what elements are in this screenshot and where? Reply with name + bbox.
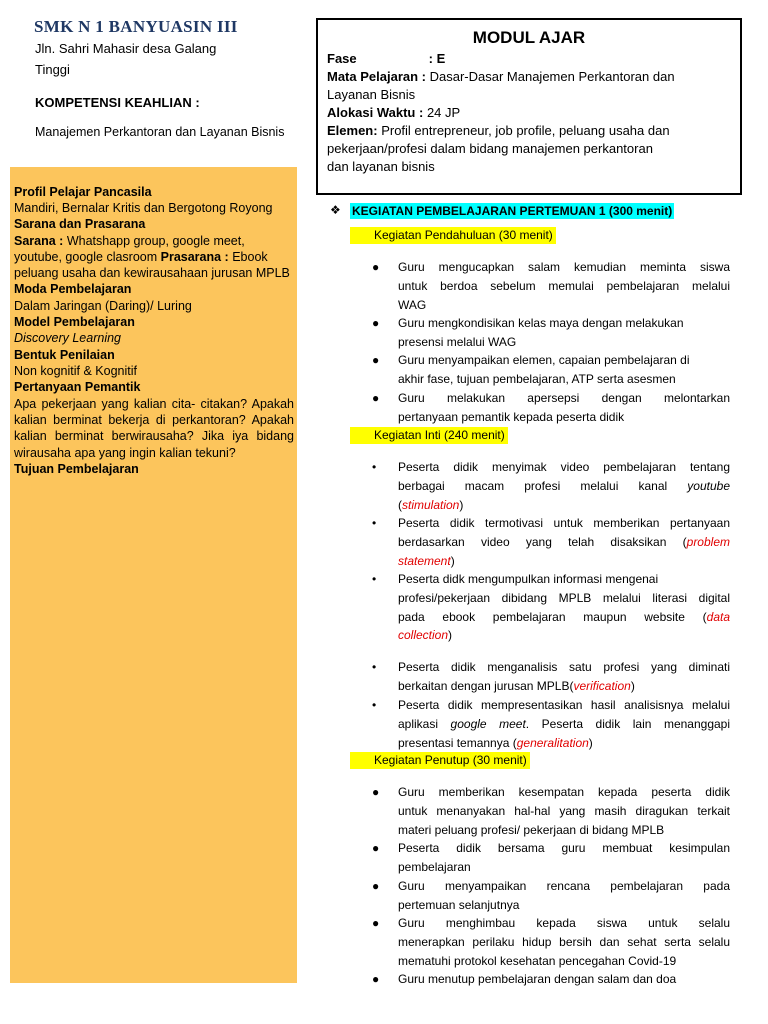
bullet-icon: ● xyxy=(372,260,380,274)
fase-row xyxy=(327,50,445,68)
list-item xyxy=(372,839,730,877)
list-line: Guru memberikan kesempatan kepada peserta didik xyxy=(398,785,730,799)
list-line: Peserta didik bersama guru membuat kesimpulan xyxy=(398,841,730,855)
list-line: pembelajaran xyxy=(398,859,471,874)
profil-heading: Profil Pelajar Pancasila xyxy=(14,185,152,199)
school-name: SMK N 1 BANYUASIN III xyxy=(34,17,238,36)
text-run: ) xyxy=(588,735,593,750)
text-run: youtube xyxy=(687,478,730,493)
list-line: mematuhi protokol kesehatan pencegahan Covid-19 xyxy=(398,953,677,968)
inti-heading: Kegiatan Inti (240 menit) xyxy=(350,427,508,444)
text-run: berkaitan dengan jurusan MPLB( xyxy=(398,678,574,693)
list-line xyxy=(398,626,730,645)
list-line: Guru menutup pembelajaran dengan salam dan doa xyxy=(398,972,677,986)
elemen-row-2: pekerjaan/profesi dalam bidang manajemen perkantoran xyxy=(327,141,653,156)
sintaks-label: stimulation xyxy=(402,497,460,512)
text-run: . Peserta didik lain menanggapi xyxy=(525,716,731,731)
address-line-1: Jln. Sahri Mahasir desa Galang xyxy=(35,41,217,56)
bullet-icon: ● xyxy=(372,316,380,330)
bullet-icon: • xyxy=(372,516,377,530)
list-line: menerapkan perilaku hidup bersih dan sehat serta selalu xyxy=(398,934,730,949)
list-line: Guru menyampaikan elemen, capaian pembelajaran di xyxy=(398,353,690,367)
alokasi-value: 24 JP xyxy=(423,105,461,120)
bullet-icon: ● xyxy=(372,841,380,855)
fase-value: : E xyxy=(428,51,446,66)
list-line: Peserta didik mempresentasikan hasil analisisnya melalui xyxy=(398,698,730,712)
sarana-label: Sarana : xyxy=(14,234,64,248)
profil-value: Mandiri, Bernalar Kritis dan Bergotong Royong xyxy=(14,201,273,215)
sintaks-label: collection xyxy=(398,628,449,643)
list-line: untuk berdoa sebelum memulai pembelajaran melalui xyxy=(398,278,730,293)
kompetensi-heading: KOMPETENSI KEAHLIAN : xyxy=(35,95,200,110)
pendahuluan-heading: Kegiatan Pendahuluan (30 menit) xyxy=(350,227,556,244)
text-run: pada ebook pembelajaran maupun website ( xyxy=(398,609,707,624)
list-item xyxy=(372,570,730,645)
list-line xyxy=(398,734,730,753)
list-line xyxy=(398,496,730,515)
sarana-value: Whatshapp group, google meet, xyxy=(63,234,245,248)
bullet-icon: • xyxy=(372,460,377,474)
mapel-value: Dasar-Dasar Manajemen Perkantoran dan xyxy=(426,69,675,84)
elemen-row-3: dan layanan bisnis xyxy=(327,159,435,174)
elemen-row xyxy=(327,122,670,140)
list-line xyxy=(398,715,730,734)
alokasi-label: Alokasi Waktu : xyxy=(327,105,424,120)
penutup-heading: Kegiatan Penutup (30 menit) xyxy=(350,752,530,769)
list-item xyxy=(372,914,730,970)
moda-value: Dalam Jaringan (Daring)/ Luring xyxy=(14,299,192,313)
list-item xyxy=(372,258,730,314)
sintaks-label: verification xyxy=(573,678,631,693)
list-line: profesi/pekerjaan dibidang MPLB melalui literasi digital xyxy=(398,590,730,605)
model-value: Discovery Learning xyxy=(14,331,121,345)
text-run: ( xyxy=(398,497,402,512)
text-run: ) xyxy=(448,628,453,643)
elemen-label: Elemen: xyxy=(327,123,378,138)
list-line: Guru menyampaikan rencana pembelajaran pada xyxy=(398,879,730,893)
sintaks-label: data xyxy=(706,609,730,624)
modul-title: MODUL AJAR xyxy=(472,28,586,47)
pemantik-line-3: kalian berminat berwirausaha? Jika iya bidang xyxy=(14,429,294,443)
list-line: Peserta didik menyimak video pembelajaran tentang xyxy=(398,460,730,474)
list-line xyxy=(398,677,730,696)
diamond-bullet-icon: ❖ xyxy=(330,203,341,217)
list-line: Peserta didik termotivasi untuk memberikan pertanyaan xyxy=(398,516,730,530)
bullet-icon: ● xyxy=(372,353,380,367)
list-line: untuk menanyakan hal-hal yang masih diragukan terkait xyxy=(398,803,730,818)
bullet-icon: ● xyxy=(372,916,380,930)
moda-heading: Moda Pembelajaran xyxy=(14,282,132,296)
text-run: ) xyxy=(450,553,455,568)
address-line-2: Tinggi xyxy=(35,62,70,77)
list-line xyxy=(398,533,730,552)
pemantik-line-2: kalian berminat bekerja di perkantoran? Apakah xyxy=(14,413,294,427)
list-line xyxy=(398,552,730,571)
modul-ajar-box xyxy=(316,18,742,195)
sintaks-label: problem xyxy=(686,534,730,549)
list-line: Guru mengkondisikan kelas maya dengan melakukan xyxy=(398,316,684,330)
sarana-heading: Sarana dan Prasarana xyxy=(14,217,146,231)
list-item xyxy=(372,783,730,839)
list-item xyxy=(372,314,730,352)
bullet-icon: • xyxy=(372,660,377,674)
list-item xyxy=(372,458,730,514)
model-heading: Model Pembelajaran xyxy=(14,315,135,329)
left-info-panel xyxy=(10,167,297,983)
list-line: presensi melalui WAG xyxy=(398,334,517,349)
prasarana-value: Ebook xyxy=(228,250,268,264)
list-line: Peserta didk mengumpulkan informasi mengenai xyxy=(398,572,659,586)
text-run: google meet xyxy=(450,716,526,731)
bullet-icon: ● xyxy=(372,879,380,893)
tujuan-heading: Tujuan Pembelajaran xyxy=(14,462,139,476)
prasarana-line xyxy=(14,249,294,265)
penilaian-heading: Bentuk Penilaian xyxy=(14,348,115,362)
mapel-label: Mata Pelajaran : xyxy=(327,69,426,84)
elemen-value: Profil entrepreneur, job profile, peluang usaha dan xyxy=(377,123,670,138)
list-line xyxy=(398,477,730,496)
list-item xyxy=(372,877,730,915)
penilaian-value: Non kognitif & Kognitif xyxy=(14,364,137,378)
text-run: berdasarkan video yang telah disaksikan ( xyxy=(398,534,687,549)
list-item xyxy=(372,970,730,989)
list-line xyxy=(398,608,730,627)
list-line: pertanyaan pemantik kepada peserta didik xyxy=(398,409,625,424)
list-line: WAG xyxy=(398,297,427,312)
bullet-icon: ● xyxy=(372,972,380,986)
text-run: aplikasi xyxy=(398,716,451,731)
prasarana-value-cont: peluang usaha dan kewirausahaan jurusan MPLB xyxy=(14,266,290,280)
list-line: materi peluang profesi/ pekerjaan di bidang MPLB xyxy=(398,822,665,837)
bullet-icon: • xyxy=(372,698,377,712)
mapel-row-cont: Layanan Bisnis xyxy=(327,87,416,102)
list-item xyxy=(372,389,730,427)
list-line: Peserta didik menganalisis satu profesi yang diminati xyxy=(398,660,730,674)
sarana-line xyxy=(14,233,294,249)
mapel-row xyxy=(327,68,675,86)
kompetensi-value: Manajemen Perkantoran dan Layanan Bisnis xyxy=(35,125,285,139)
pemantik-line-1: Apa pekerjaan yang kalian cita- citakan? Apakah xyxy=(14,397,294,411)
text-run: presentasi temannya ( xyxy=(398,735,517,750)
kegiatan-heading: KEGIATAN PEMBELAJARAN PERTEMUAN 1 (300 menit) xyxy=(352,204,673,218)
list-item xyxy=(372,696,731,752)
prasarana-label: Prasarana : xyxy=(160,250,229,264)
list-line: pertemuan selanjutnya xyxy=(398,897,520,912)
bullet-icon: ● xyxy=(372,785,380,799)
list-item xyxy=(372,351,730,389)
fase-label: Fase xyxy=(327,51,357,66)
sintaks-label: generalitation xyxy=(516,735,589,750)
pemantik-line-4: wirausaha apa yang ingin kalian tekuni? xyxy=(14,446,236,460)
alokasi-row xyxy=(327,104,460,122)
list-item xyxy=(372,658,730,696)
text-run: ) xyxy=(630,678,635,693)
list-line: Guru melakukan apersepsi dengan melontarkan xyxy=(398,391,730,405)
bullet-icon: • xyxy=(372,572,377,586)
bullet-icon: ● xyxy=(372,391,380,405)
list-line: Guru mengucapkan salam kemudian meminta siswa xyxy=(398,260,730,274)
text-run: ) xyxy=(459,497,464,512)
list-line: akhir fase, tujuan pembelajaran, ATP serta asesmen xyxy=(398,371,676,386)
text-run: berbagai macam profesi melalui kanal xyxy=(398,478,688,493)
list-item xyxy=(372,514,730,570)
sintaks-label: statement xyxy=(398,553,451,568)
pemantik-heading: Pertanyaan Pemantik xyxy=(14,380,141,394)
sarana-value-cont: youtube, google clasroom xyxy=(14,250,161,264)
list-line: Guru menghimbau kepada siswa untuk selalu xyxy=(398,916,730,930)
